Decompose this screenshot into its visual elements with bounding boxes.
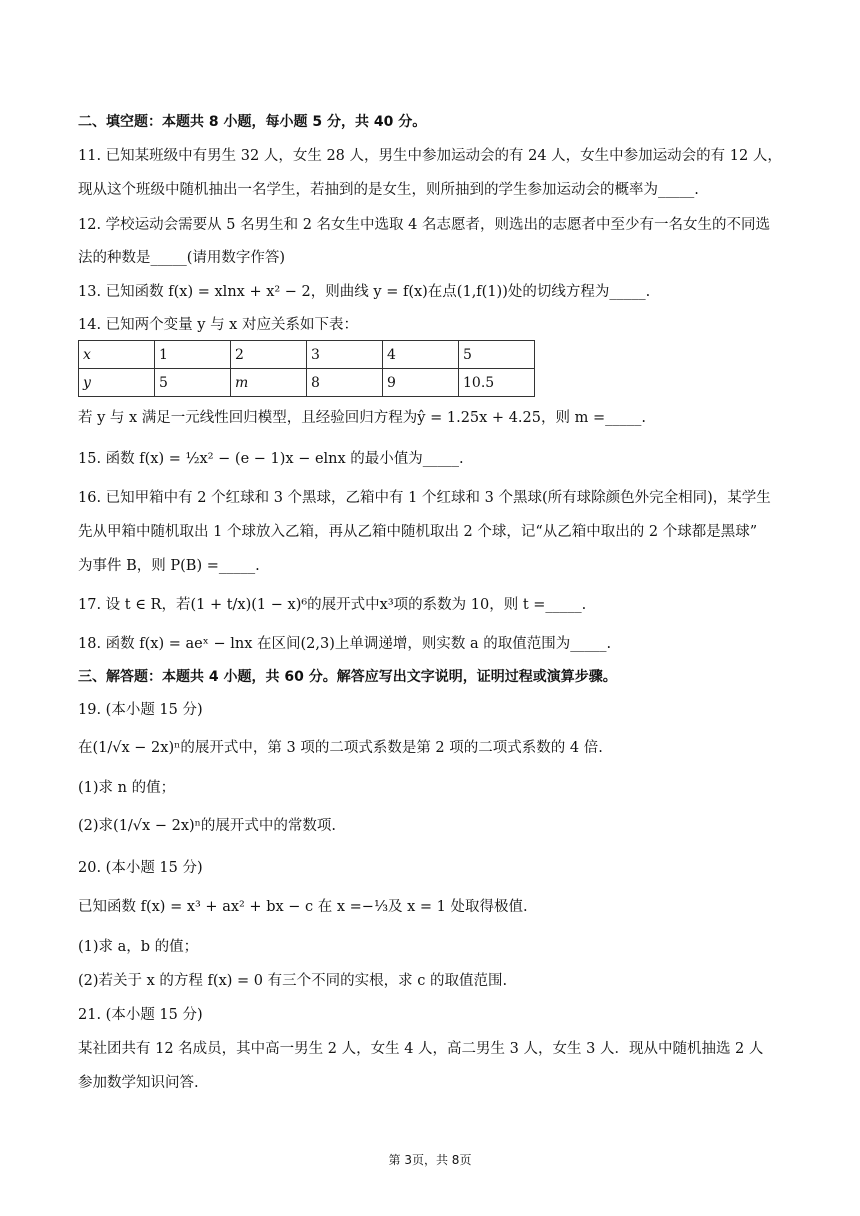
table-cell: x <box>79 341 155 369</box>
question-21-heading: 21. (本小题 15 分) <box>78 1007 203 1023</box>
question-20-part-2: (2)若关于 x 的方程 f(x) = 0 有三个不同的实根，求 c 的取值范围. <box>78 973 508 989</box>
question-14-table <box>78 340 535 397</box>
question-16-line-3: 为事件 B，则 P(B) =_____. <box>78 558 260 574</box>
question-19-part-2: (2)求(1/√x − 2x)ⁿ的展开式中的常数项. <box>78 818 337 834</box>
question-19-body: 在(1/√x − 2x)ⁿ的展开式中，第 3 项的二项式系数是第 2 项的二项式系数的 4 倍. <box>78 740 603 756</box>
table-cell: 2 <box>231 341 307 369</box>
question-19-heading: 19. (本小题 15 分) <box>78 702 203 718</box>
question-12-line-1: 12. 学校运动会需要从 5 名男生和 2 名女生中选取 4 名志愿者，则选出的志愿者中至少有一名女生的不同选 <box>78 217 770 233</box>
question-15: 15. 函数 f(x) = ½x² − (e − 1)x − elnx 的最小值为_____. <box>78 451 464 467</box>
table-cell: 8 <box>307 369 383 397</box>
question-12-line-2: 法的种数是_____(请用数字作答) <box>78 250 286 266</box>
question-18: 18. 函数 f(x) = aeˣ − lnx 在区间(2,3)上单调递增，则实数 a 的取值范围为_____. <box>78 636 612 652</box>
section-2-heading: 二、填空题：本题共 8 小题，每小题 5 分，共 40 分。 <box>78 114 427 130</box>
question-17: 17. 设 t ∈ R，若(1 + t/x)(1 − x)⁶的展开式中x³项的系数为 10，则 t =_____. <box>78 597 587 613</box>
question-11-line-1: 11. 已知某班级中有男生 32 人，女生 28 人，男生中参加运动会的有 24 人，女生中参加运动会的有 12 人， <box>78 148 782 164</box>
question-13: 13. 已知函数 f(x) = xlnx + x² − 2，则曲线 y = f(x)在点(1,f(1))处的切线方程为_____. <box>78 284 651 300</box>
table-cell: 1 <box>155 341 231 369</box>
question-19-part-1: (1)求 n 的值； <box>78 780 176 796</box>
page-footer: 第 3页，共 8页 <box>388 1153 472 1167</box>
table-cell: 10.5 <box>459 369 535 397</box>
question-14-continued: 若 y 与 x 满足一元线性回归模型，且经验回归方程为ŷ = 1.25x + 4.25，则 m =_____. <box>78 410 646 426</box>
question-16-line-2: 先从甲箱中随机取出 1 个球放入乙箱，再从乙箱中随机取出 2 个球，记“从乙箱中取出的 2 个球都是黑球” <box>78 524 758 540</box>
table-cell: m <box>231 369 307 397</box>
table-row-y <box>79 369 535 397</box>
question-20-part-1: (1)求 a，b 的值； <box>78 939 199 955</box>
table-cell: 3 <box>307 341 383 369</box>
table-row-x <box>79 341 535 369</box>
question-14: 14. 已知两个变量 y 与 x 对应关系如下表： <box>78 317 358 333</box>
table-cell: y <box>79 369 155 397</box>
question-21-line-1: 某社团共有 12 名成员，其中高一男生 2 人，女生 4 人，高二男生 3 人，女生 3 人．现从中随机抽选 2 人 <box>78 1041 764 1057</box>
question-11-line-2: 现从这个班级中随机抽出一名学生，若抽到的是女生，则所抽到的学生参加运动会的概率为_____. <box>78 182 699 198</box>
table-cell: 5 <box>155 369 231 397</box>
section-3-heading: 三、解答题：本题共 4 小题，共 60 分。解答应写出文字说明，证明过程或演算步骤。 <box>78 669 617 685</box>
question-20-body: 已知函数 f(x) = x³ + ax² + bx − c 在 x =−⅓及 x = 1 处取得极值. <box>78 899 528 915</box>
question-21-line-2: 参加数学知识问答. <box>78 1075 199 1091</box>
table-cell: 9 <box>383 369 459 397</box>
question-16-line-1: 16. 已知甲箱中有 2 个红球和 3 个黑球，乙箱中有 1 个红球和 3 个黑球(所有球除颜色外完全相同)，某学生 <box>78 490 771 506</box>
table-cell: 4 <box>383 341 459 369</box>
table-cell: 5 <box>459 341 535 369</box>
question-20-heading: 20. (本小题 15 分) <box>78 860 203 876</box>
